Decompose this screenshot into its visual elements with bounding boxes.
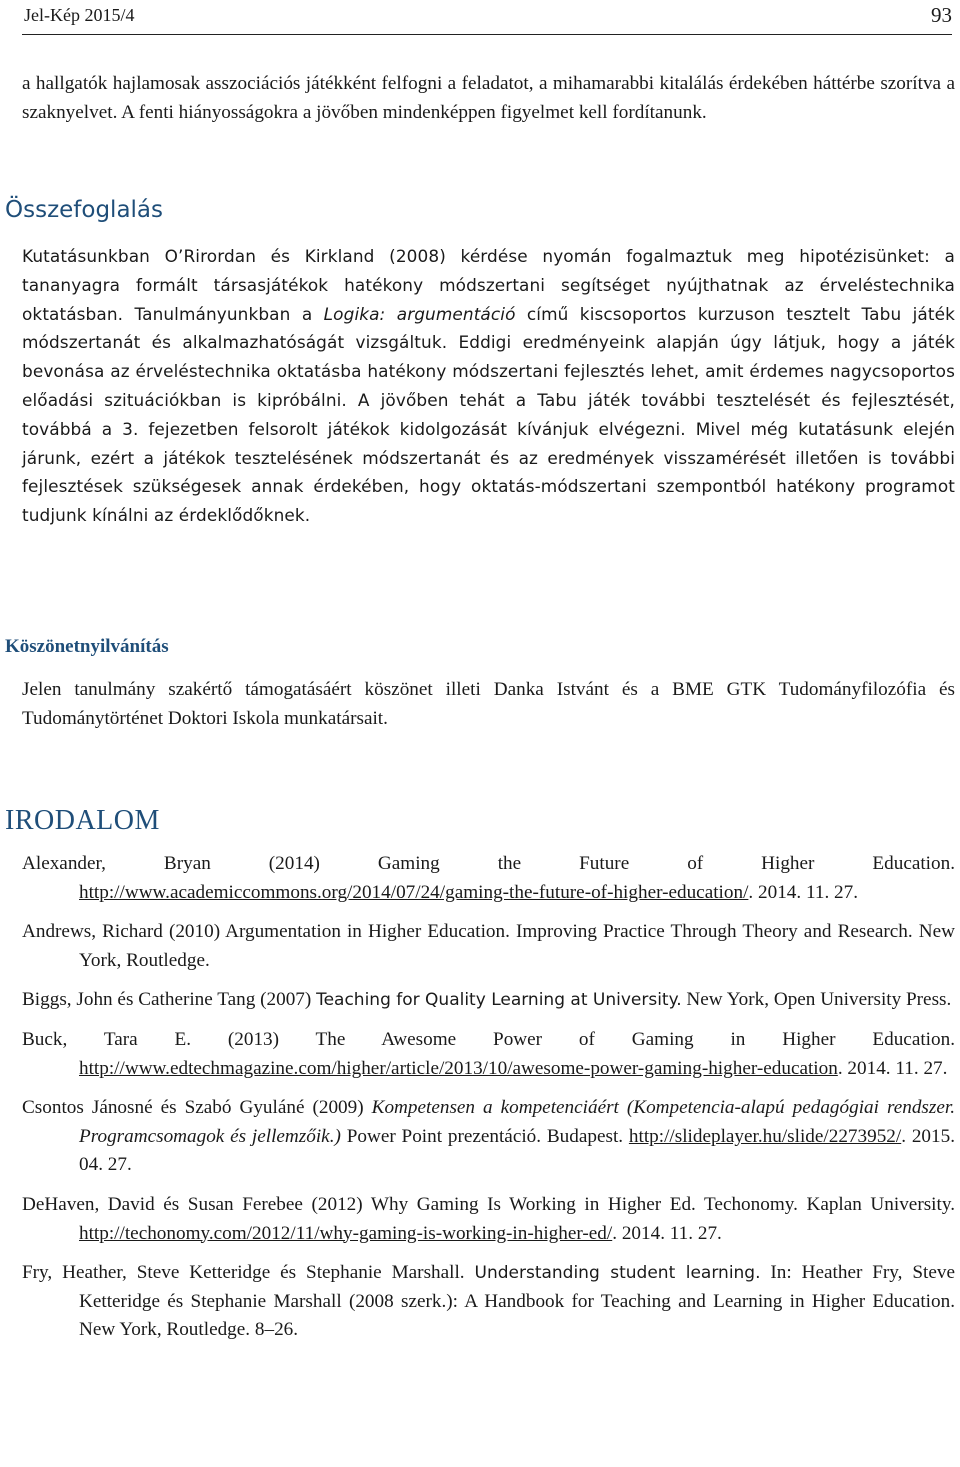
reference-title: Teaching for Quality Learning at University. <box>316 990 682 1011</box>
reference-item <box>22 1094 955 1180</box>
summary-text-3: Eddigi eredményeink alapján úgy látjuk, hogy a játék bevonása az érveléstechnika oktatásba hatékony módszertani fejlesztés lehet, amit érdemes nagycsoportos előadási szituációkban is kipróbálni. A jövőben tehát a Tabu játék további tesztelését és fejlesztését, továbbá a 3. fejezetben felsorolt játékok kidolgozását kívánjuk elvégezni. Mivel még kutatásunk elején járunk, ezért a játékok tesztelésének módszertanát és az eredmények visszamérését illetően is további fejlesztések szükségesek annak érdekében, hogy oktatás-módszertani szempontból hatékony programot tudjunk kínálni az érdeklődőknek. <box>22 332 955 526</box>
reference-title: Understanding student learning. <box>474 1263 761 1284</box>
reference-item <box>22 1026 955 1083</box>
reference-text: Power Point prezentáció. Budapest. <box>340 1125 629 1147</box>
reference-item <box>22 918 955 975</box>
reference-text: In: Heather Fry, Steve Ketteridge és Stephanie Marshall (2008 szerk.): A Handbook for Teaching and Learning in Higher Education. New York, Routledge. 8–26. <box>79 1262 955 1341</box>
summary-text-2: című kiscsoportos kurzuson tesztelt Tabu játék módszertanát és alkalmazhatóságát vizsgáltuk. <box>22 303 955 353</box>
reference-text: . 2014. 11. 27. <box>748 881 859 903</box>
reference-text: Andrews, Richard (2010) Argumentation in Higher Education. Improving Practice Through Theory and Research. New York, Routledge. <box>22 921 955 971</box>
acknowledgements-paragraph: Jelen tanulmány szakértő támogatásáért köszönet illeti Danka Istvánt és a BME GTK Tudományfilozófia és Tudománytörténet Doktori Iskola munkatársait. <box>22 679 955 729</box>
reference-text: Csontos Jánosné és Szabó Gyuláné (2009) <box>22 1097 372 1119</box>
page-number: 93 <box>931 3 952 27</box>
header-rule <box>22 34 952 35</box>
reference-text: New York, Open University Press. <box>681 989 952 1011</box>
reference-link[interactable]: http://www.edtechmagazine.com/higher/article/2013/10/awesome-power-gaming-higher-education <box>79 1057 838 1079</box>
reference-item <box>22 986 955 1015</box>
reference-text: Fry, Heather, Steve Ketteridge és Stephanie Marshall. <box>22 1262 475 1284</box>
intro-paragraph: a hallgatók hajlamosak asszociációs játékként felfogni a feladatot, a mihamarabbi kitalálás érdekében háttérbe szorítva a szaknyelvet. A fenti hiányosságokra a jövőben mindenképpen figyelmet kell fordítanunk. <box>22 73 955 123</box>
reference-link[interactable]: http://www.academiccommons.org/2014/07/24/gaming-the-future-of-higher-education/ <box>79 881 749 903</box>
reference-item <box>22 1191 955 1248</box>
reference-text: Alexander, Bryan (2014) Gaming the Future of Higher Education. <box>22 853 955 874</box>
reference-text: . 2015. 04. 27. <box>79 1125 956 1176</box>
references-heading: IRODALOM <box>5 805 160 836</box>
summary-heading: Összefoglalás <box>5 197 164 223</box>
running-header <box>0 0 960 38</box>
reference-link[interactable]: http://slideplayer.hu/slide/2273952/ <box>628 1125 902 1147</box>
course-title: Logika: argumentáció <box>323 303 516 324</box>
reference-text: Biggs, John és Catherine Tang (2007) <box>22 989 317 1011</box>
reference-text: DeHaven, David és Susan Ferebee (2012) Why Gaming Is Working in Higher Ed. Techonomy. Kaplan University. <box>22 1193 955 1215</box>
reference-title: Kompetensen a kompetenciáért (Kompetencia-alapú pedagógiai rendszer. Programcsomagok és jellemzőik.) <box>79 1097 955 1147</box>
reference-link[interactable]: http://techonomy.com/2012/11/why-gaming-is-working-in-higher-ed/ <box>79 1222 613 1244</box>
acknowledgements-heading: Köszönetnyilvánítás <box>5 636 169 657</box>
reference-text: . 2014. 11. 27. <box>612 1222 722 1244</box>
reference-item <box>22 850 955 907</box>
journal-title: Jel-Kép 2015/4 <box>24 5 135 25</box>
reference-item <box>22 1259 955 1345</box>
reference-text: . 2014. 11. 27. <box>837 1057 948 1079</box>
summary-paragraph <box>22 242 955 530</box>
reference-list <box>22 850 955 1356</box>
summary-text-1: Kutatásunkban O’Rirordan és Kirkland (2008) kérdése nyomán fogalmaztuk meg hipotézisünket: a tananyagra formált társasjátékok hatékony módszertani segítséget nyújthatnak az érveléstechnika oktatásban. Tanulmányunkban a <box>22 246 955 324</box>
reference-text: Buck, Tara E. (2013) The Awesome Power of Gaming in Higher Education. <box>22 1028 955 1050</box>
